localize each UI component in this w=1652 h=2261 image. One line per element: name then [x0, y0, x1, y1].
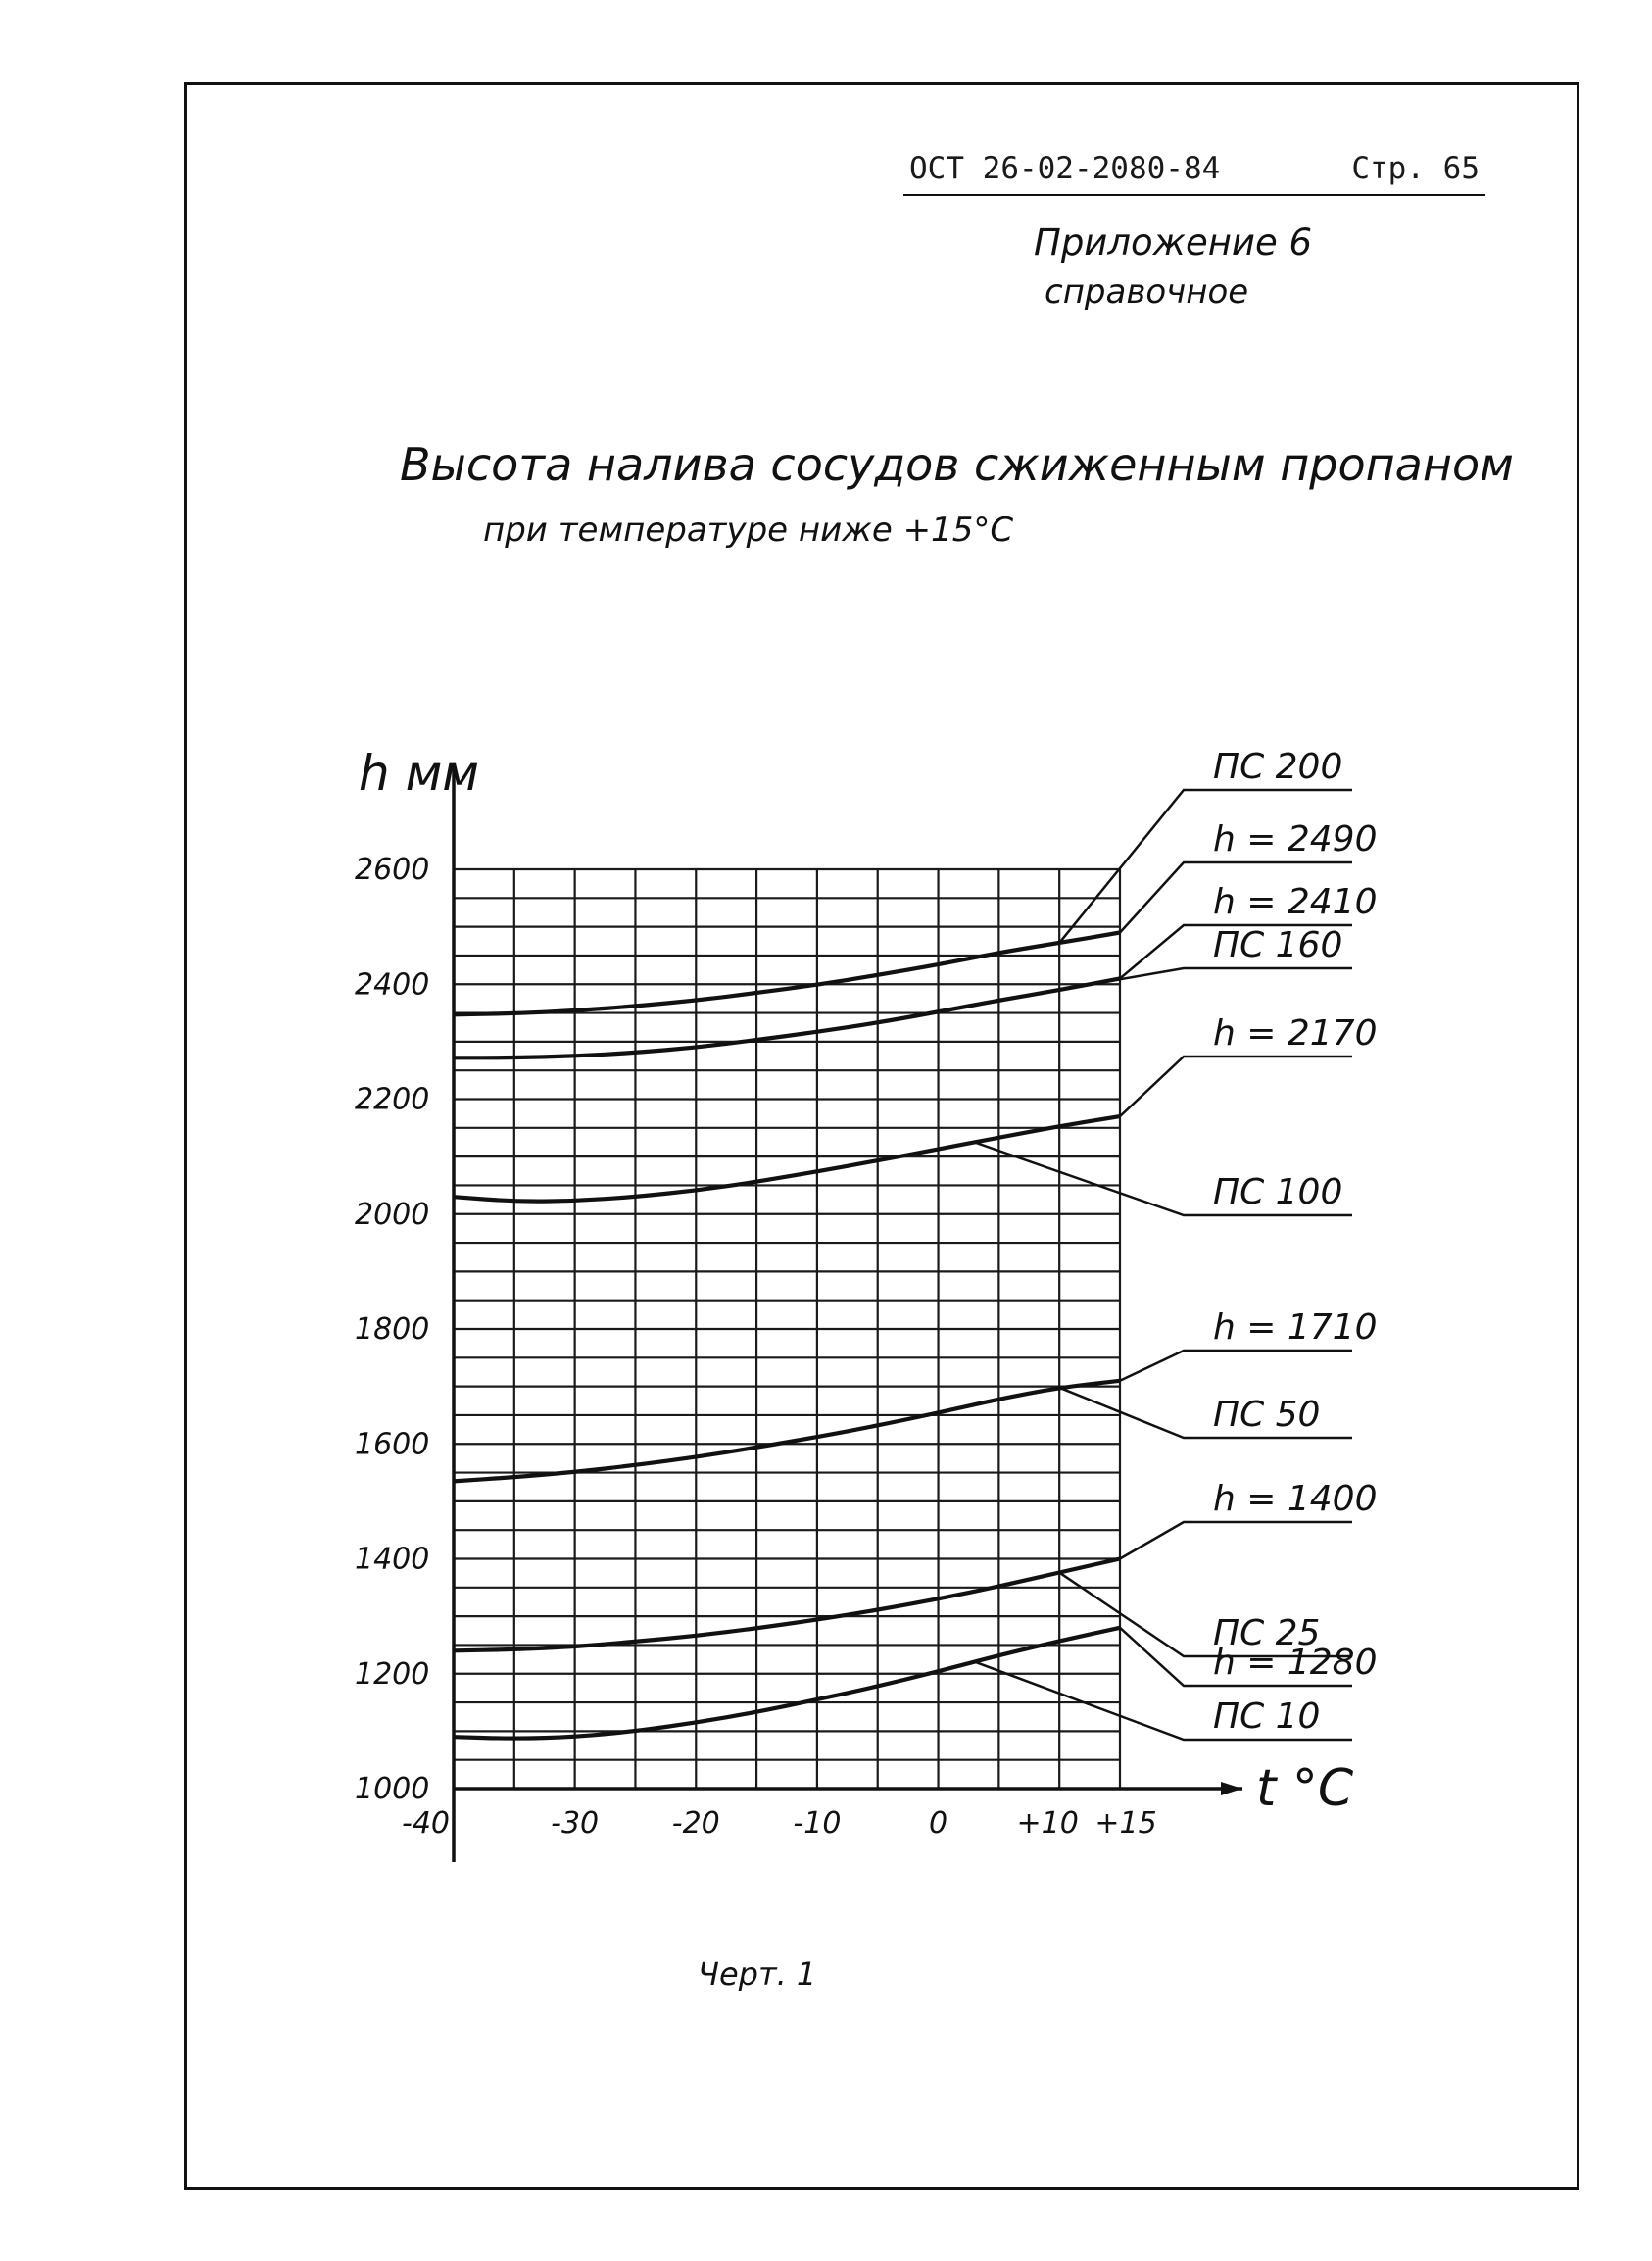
appendix-title: Приложение 6 [1034, 221, 1313, 264]
series-name-label: ПС 100 [1213, 1172, 1343, 1212]
y-tick-label: 1600 [355, 1427, 430, 1462]
series-name-label: ПС 10 [1213, 1696, 1321, 1737]
x-tick-label: -40 [402, 1806, 450, 1841]
series-end-leader [1120, 1351, 1352, 1381]
series-end-label: h = 2170 [1213, 1013, 1378, 1054]
series-name-label: ПС 25 [1213, 1613, 1321, 1653]
x-tick-label: +15 [1094, 1806, 1157, 1841]
x-tick-label: -30 [551, 1806, 600, 1841]
chart-title: Высота налива сосудов сжиженным пропаном [400, 438, 1514, 491]
y-tick-label: 2600 [355, 853, 430, 887]
y-tick-label: 2000 [355, 1197, 430, 1232]
series-line [454, 1381, 1120, 1482]
y-tick-label: 1200 [355, 1656, 430, 1692]
series-name-label: ПС 160 [1213, 925, 1343, 965]
x-tick-label: +10 [1016, 1806, 1079, 1841]
series-end-label: h = 2490 [1213, 819, 1378, 860]
x-axis-label: t °C [1256, 1759, 1354, 1818]
chart-labels [355, 745, 1377, 1841]
y-tick-label: 2200 [355, 1082, 430, 1117]
series-line [454, 1559, 1120, 1651]
figure-label: Черт. 1 [698, 1955, 817, 1992]
series-end-leader [1120, 1057, 1352, 1116]
chart-subtitle: при температуре ниже +15°С [483, 511, 1014, 550]
x-tick-label: -10 [793, 1806, 842, 1841]
y-tick-label: 1800 [355, 1312, 430, 1347]
x-tick-label: -20 [671, 1806, 720, 1841]
series-line [454, 933, 1120, 1015]
appendix-subtitle: справочное [1045, 272, 1249, 312]
y-axis-label: h мм [359, 745, 480, 802]
series-name-label: ПС 200 [1213, 747, 1343, 787]
series-end-leader [1120, 1522, 1352, 1559]
series-end-label: h = 2410 [1213, 882, 1378, 922]
y-tick-label: 1000 [355, 1772, 430, 1806]
x-axis-arrow [1221, 1782, 1242, 1795]
series-end-label: h = 1280 [1213, 1643, 1378, 1683]
document-code: ОСТ 26-02-2080-84 [909, 151, 1221, 186]
x-tick-label: 0 [928, 1806, 948, 1841]
y-tick-label: 1400 [355, 1542, 430, 1577]
series-end-label: h = 1710 [1213, 1307, 1378, 1348]
series-end-label: h = 1400 [1213, 1479, 1378, 1519]
page-number: Стр. 65 [1351, 151, 1480, 186]
series-name-label: ПС 50 [1213, 1395, 1321, 1435]
y-tick-label: 2400 [355, 967, 430, 1003]
